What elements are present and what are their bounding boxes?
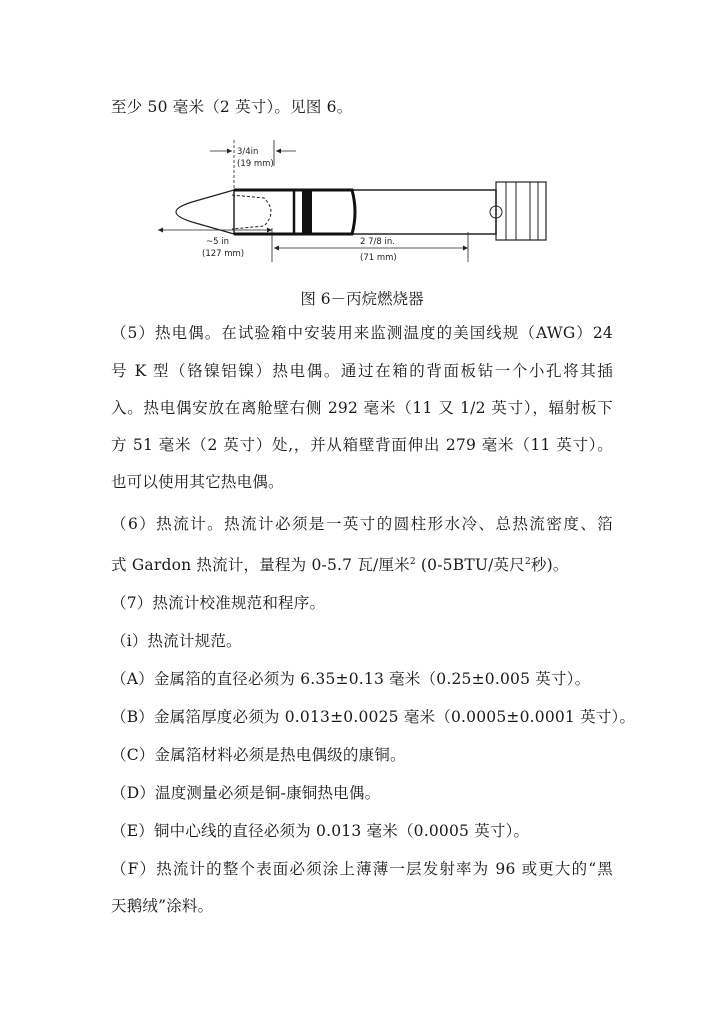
dim-right-inch: 2 7/8 in. xyxy=(360,237,395,247)
para7-line: （7）热流计校准规范和程序。 xyxy=(111,594,326,612)
burner-tube xyxy=(234,190,496,234)
para5-line-3: 入。热电偶安放在离舱壁右侧 292 毫米（11 又 1/2 英寸），辐射板下 xyxy=(111,399,613,417)
item-d-line: （D）温度测量必须是铜-康铜热电偶。 xyxy=(111,784,381,802)
flame-dashed-outline xyxy=(232,195,271,229)
item-f-line-1: （F）热流计的整个表面必须涂上薄薄一层发射率为 96 或更大的“黑 xyxy=(111,860,613,878)
burner-black-band xyxy=(302,190,312,234)
burner-nozzle-cone xyxy=(176,190,234,234)
item-c-line: （C）金属箔材料必须是热电偶级的康铜。 xyxy=(111,746,406,764)
para6-sup-1: 2 xyxy=(409,557,416,567)
para-i-line: （i）热流计规范。 xyxy=(111,632,242,650)
para6-text-c: 秒)。 xyxy=(530,556,569,574)
para6-text-a: 式 Gardon 热流计，量程为 0-5.7 瓦/厘米 xyxy=(111,556,410,574)
item-a-line: （A）金属箔的直径必须为 6.35±0.13 毫米（0.25±0.005 英寸）。 xyxy=(111,670,591,688)
para5-line-2: 号 K 型（铬镍铝镍）热电偶。通过在箱的背面板钻一个小孔将其插 xyxy=(111,362,613,380)
dim-left-inch: ~5 in xyxy=(206,237,229,247)
dim-top-mm: (19 mm) xyxy=(237,159,274,169)
para6-line-1: （6）热流计。热流计必须是一英寸的圆柱形水冷、总热流密度、箔 xyxy=(111,515,613,533)
dim-top-inch: 3/4in xyxy=(237,147,259,157)
dim-left-mm: (127 mm) xyxy=(202,249,245,259)
item-b-line: （B）金属箔厚度必须为 0.013±0.0025 毫米（0.0005±0.0001 英寸）。 xyxy=(111,708,636,726)
para6-text-b: (0-5BTU/英尺 xyxy=(415,556,525,574)
figure-caption: 图 6－丙烷燃烧器 xyxy=(300,290,424,308)
para6-sup-2: 2 xyxy=(524,557,531,567)
item-f-line-2: 天鹅绒”涂料。 xyxy=(111,897,214,915)
item-e-line: （E）铜中心线的直径必须为 0.013 毫米（0.0005 英寸）。 xyxy=(111,822,530,840)
para6-line-2 xyxy=(111,552,569,575)
propane-burner-figure xyxy=(152,138,562,268)
dim-right-mm: (71 mm) xyxy=(360,253,397,263)
intro-line: 至少 50 毫米（2 英寸）。见图 6。 xyxy=(111,98,353,116)
para5-line-1: （5）热电偶。在试验箱中安装用来监测温度的美国线规（AWG）24 xyxy=(111,324,613,342)
para5-line-5: 也可以使用其它热电偶。 xyxy=(111,473,284,491)
para5-line-4: 方 51 毫米（2 英寸）处,，并从箱壁背面伸出 279 毫米（11 英寸）。 xyxy=(111,436,613,454)
